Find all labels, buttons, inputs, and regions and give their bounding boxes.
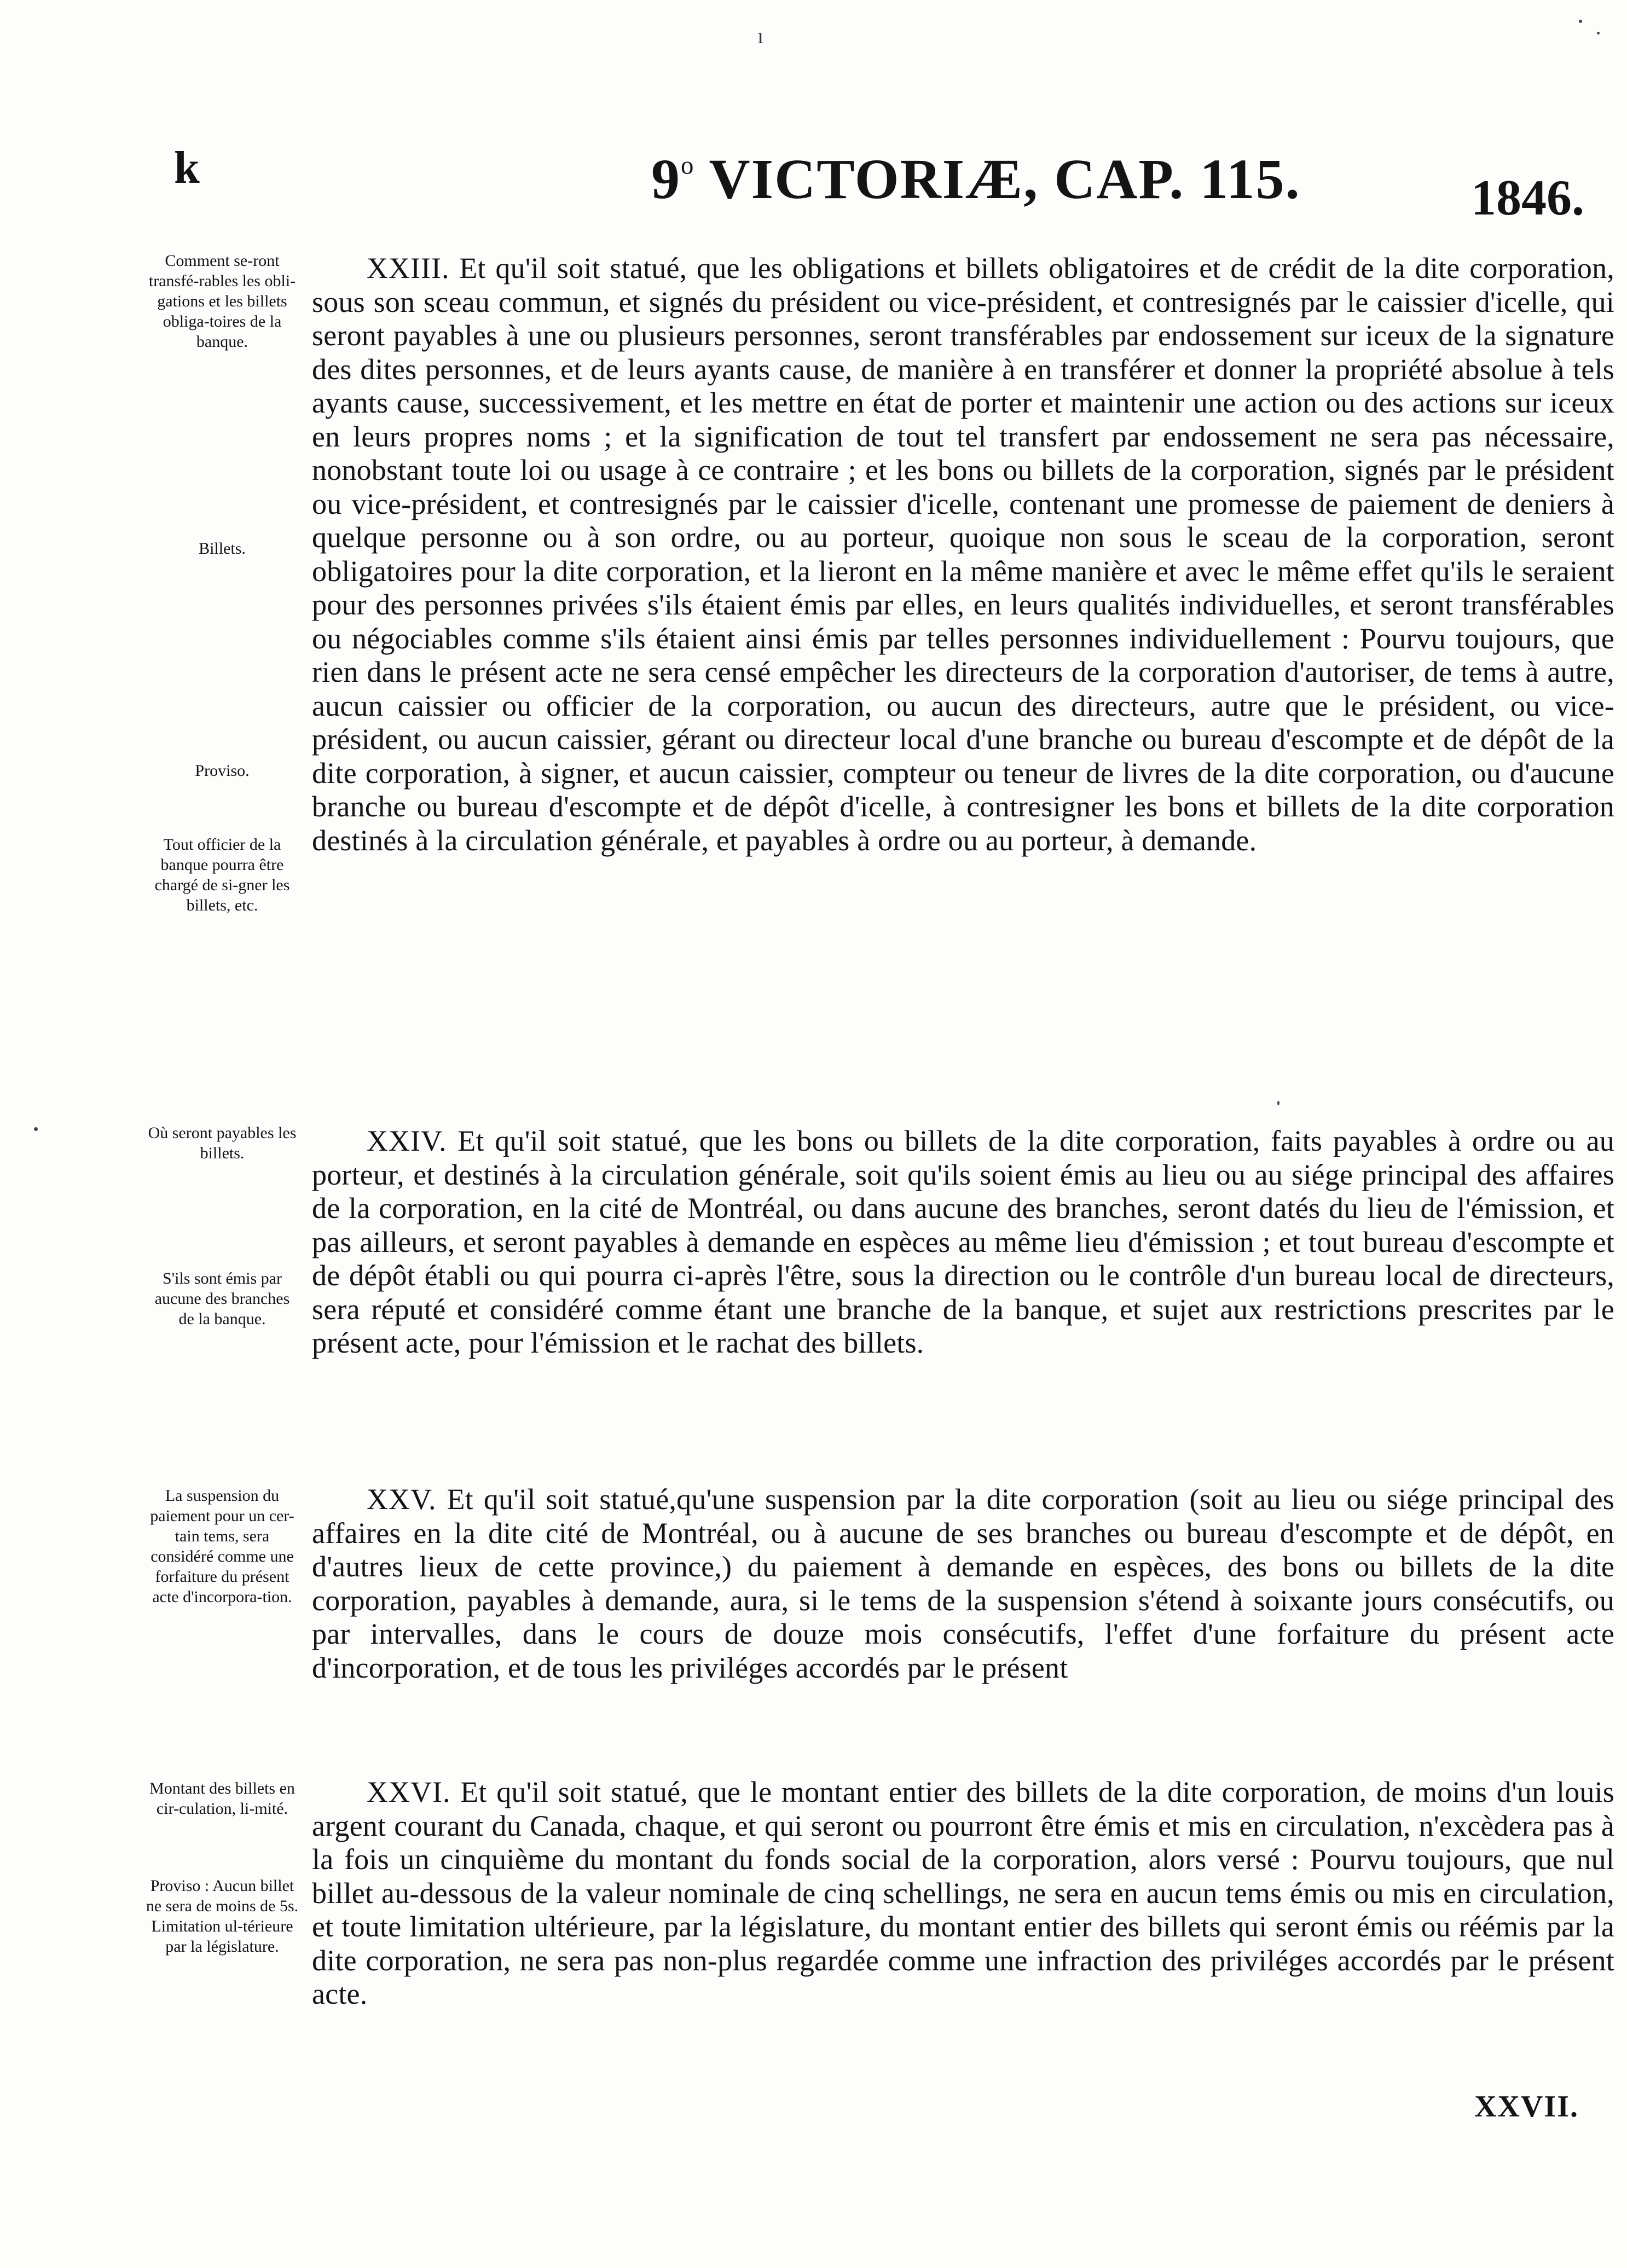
- running-header: [0, 141, 1627, 234]
- paper-speck: [1277, 1101, 1279, 1105]
- marginal-note: Comment se-ront transfé-rables les obli-gations et les billets obliga-toires de la banque.: [148, 252, 296, 351]
- regnal-year-number: 9: [651, 148, 681, 211]
- section-xxvi: [312, 1776, 1614, 2011]
- section-number: XXVI.: [367, 1776, 451, 1808]
- marginal-note: Où seront payables les billets.: [148, 1124, 297, 1162]
- section-text: Et qu'il soit statué, que les bons ou billets de la dite corporation, faits payables à ordre ou au porteur, et destinés à la circulation générale, soit qu'ils soient émis au lieu ou au siége principal des affaires de la corporation, en la cité de Montréal, ou dans aucune des branches, seront datés du lieu de l'émission, et pas ailleurs, et seront payables à demande en espèces au même lieu d'émission ; et tout bureau d'escompte et de dépôt établi ou qui pourra ci-après l'être, sous la direction ou le contrôle d'un bureau local de directeurs, sera réputé et considéré comme étant une branche de la banque, et sujet aux restrictions prescrites par le présent acte, pour l'émission et le rachat des billets.: [312, 1124, 1614, 1359]
- page-title: [651, 147, 1301, 212]
- section-text: Et qu'il soit statué,qu'une suspension par la dite corporation (soit au lieu ou siége principal des affaires en la dite cité de Montréal, ou à aucune de ses branches ou bureau d'escompte et de dépôt, en d'autres lieux de cette province,) du paiement à demande en espèces, des bons ou billets de la dite corporation, payables à demande, aura, si le tems de la suspension s'étend à soixante jours consécutifs, ou par intervalles, dans le cours de douze mois consécutifs, l'effet d'une forfaiture du présent acte d'incorporation, et de tous les priviléges accordés par le présent: [312, 1483, 1614, 1684]
- section-number: XXV.: [367, 1483, 437, 1516]
- section-xxiii: [312, 252, 1614, 857]
- section-xxiv: [312, 1124, 1614, 1360]
- paper-speck: [1597, 32, 1600, 34]
- marginal-note: Proviso.: [195, 762, 250, 780]
- marginal-note: Montant des billets en cir-culation, li-mité.: [149, 1779, 295, 1818]
- section-text: Et qu'il soit statué, que le montant entier des billets de la dite corporation, de moins d'un louis argent courant du Canada, chaque, et qui seront ou pourront être émis et mis en circulation, n'excèdera pas à la fois un cinquième du montant du fonds social de la corporation, alors versé : Pourvu toujours, que nul billet au-dessous de la valeur nominale de cinq schellings, ne sera en aucun tems émis ou mis en circulation, et toute limitation ultérieure, par la législature, du montant entier des billets qui seront émis ou réémis par la dite corporation, ne sera pas non-plus regardée comme une infraction des priviléges accordés par le présent acte.: [312, 1776, 1614, 2010]
- section-number: XXIII.: [367, 252, 450, 285]
- catchword: XXVII.: [1474, 2090, 1579, 2124]
- marginal-note: La suspension du paiement pour un cer-tain tems, sera considéré comme une forfaiture du présent acte d'incorpora-tion.: [150, 1487, 294, 1606]
- paper-speck: [34, 1127, 38, 1131]
- marginal-note: Billets.: [199, 540, 246, 558]
- marginal-note: Proviso : Aucun billet ne sera de moins de 5s. Limitation ul-térieure par la législature.: [146, 1877, 299, 1956]
- marginal-note: Tout officier de la banque pourra être chargé de si-gner les billets, etc.: [154, 836, 290, 914]
- regnal-year-suffix: o: [681, 151, 695, 180]
- title-text: VICTORIÆ, CAP. 115.: [709, 148, 1301, 211]
- stray-ink-mark: ı: [757, 24, 764, 48]
- section-number: XXIV.: [367, 1124, 447, 1157]
- section-text: Et qu'il soit statué, que les obligations et billets obligatoires et de crédit de la dite corporation, sous son sceau commun, et signés du président ou vice-président, et contresignés par le caissier d'icelle, qui seront payables à une ou plusieurs personnes, seront transférables par endossement sur iceux de la signature des dites personnes, et de leurs ayants cause, de manière à en transférer et donner la propriété absolue à tels ayants cause, successivement, et les mettre en état de porter et maintenir une action ou des actions sur iceux en leurs propres noms ; et la signification de tout tel transfert par endossement ne sera pas nécessaire, nonobstant toute loi ou usage à ce contraire ; et les bons ou billets de la corporation, signés par le président ou vice-président, et contresignés par le caissier d'icelle, contenant une promesse de paiement de deniers à quelque personne ou à son ordre, ou au porteur, quoique non sous le sceau de la corporation, seront obligatoires pour la dite corporation, et la lieront en la même manière et avec le même effet qu'ils le seraient pour des personnes privées s'ils étaient émis par elles, en leurs qualités individuelles, et seront transférables ou négociables comme s'ils étaient ainsi émis par telles personnes individuellement : Pourvu toujours, que rien dans le présent acte ne sera censé empêcher les directeurs de la corporation d'autoriser, de tems à autre, aucun caissier ou officier de la corporation, ou aucun des directeurs, autre que le président, ou vice-président, ou aucun caissier, gérant ou directeur local d'une branche ou bureau d'escompte et de dépôt de la dite corporation, à signer, et aucun caissier, compteur ou teneur de livres de la dite corporation, ou d'aucune branche ou bureau d'escompte et de dépôt d'icelle, à contresigner les bons et billets de la dite corporation destinés à la circulation générale, et payables à ordre ou au porteur, à demande.: [312, 252, 1615, 857]
- marginal-note: S'ils sont émis par aucune des branches de la banque.: [154, 1269, 290, 1328]
- section-xxv: [312, 1483, 1614, 1685]
- signature-mark: k: [174, 142, 200, 193]
- page-year: 1846.: [1471, 170, 1584, 225]
- paper-speck: [1579, 20, 1582, 23]
